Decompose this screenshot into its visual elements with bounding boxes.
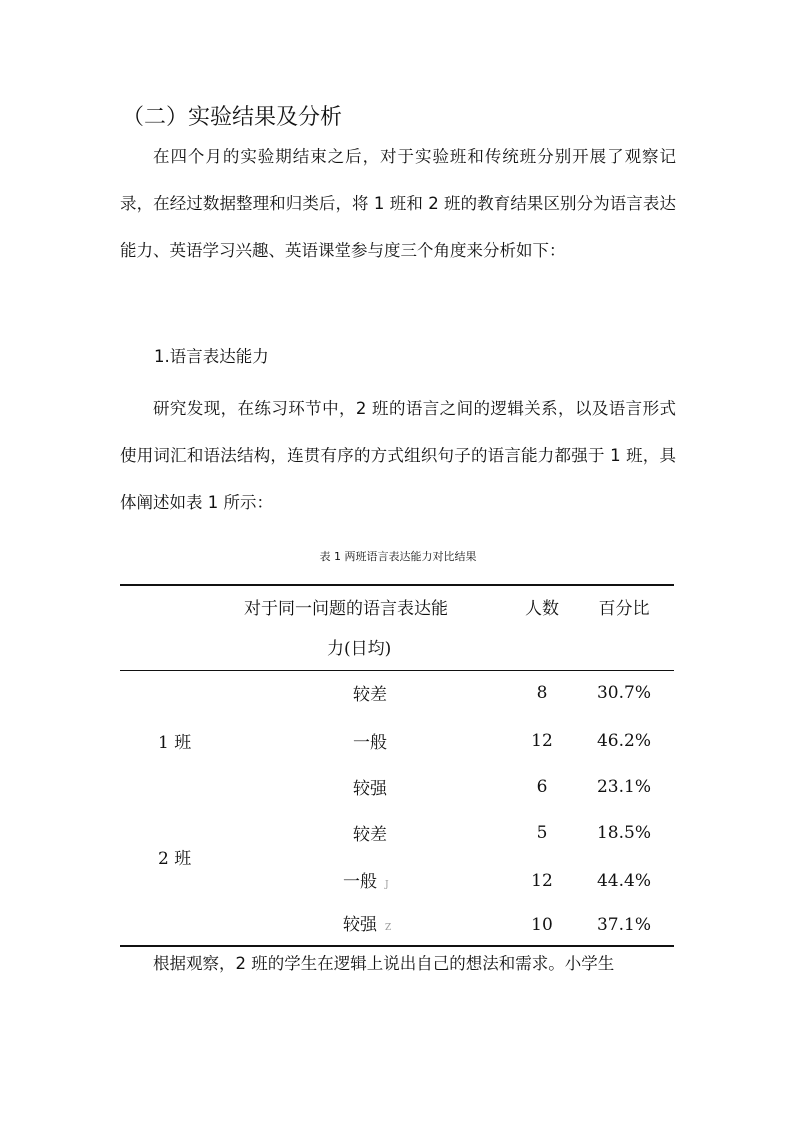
table-row-level: 一般: [353, 733, 387, 753]
table-row-percent: 23.1%: [596, 777, 651, 797]
subsection-heading: 1.语言表达能力: [154, 347, 269, 366]
table-header-ability-line1: 对于同一问题的语言表达能: [244, 599, 448, 619]
table-header-rule: [120, 670, 674, 671]
table-row-percent: 44.4%: [596, 871, 651, 891]
scan-artifact-mark: Z: [385, 923, 392, 933]
table-row-level: [343, 870, 389, 897]
table-top-rule: [120, 584, 674, 586]
table-row-level-text: 一般: [343, 872, 377, 892]
table-row-count: 10: [531, 915, 553, 935]
table-row-level: 较强: [353, 779, 387, 799]
paragraph-findings: 研究发现，在练习环节中，2 班的语言之间的逻辑关系，以及语言形式使用词汇和语法结构，连贯有序的方式组织句子的语言能力都强于 1 班，具体阐述如表 1 所示：: [120, 399, 676, 512]
table-row-count: 12: [531, 731, 553, 751]
table-row-level: 较差: [353, 685, 387, 705]
table-header-ability-line2: 力(日均): [327, 639, 392, 659]
table-row-percent: 30.7%: [596, 683, 651, 703]
section-heading: （二）实验结果及分析: [122, 105, 343, 130]
group-label-class1: 1 班: [158, 733, 192, 753]
table-row-count: 8: [536, 683, 548, 703]
table-row-percent: 46.2%: [596, 731, 651, 751]
paragraph-observation: 根据观察，2 班的学生在逻辑上说出自己的想法和需求。小学生: [153, 954, 615, 973]
table-row-level: [343, 913, 391, 940]
table-row-level: 较差: [353, 825, 387, 845]
table-row-level-text: 较强: [343, 915, 377, 935]
group-label-class2: 2 班: [158, 849, 192, 869]
paragraph-intro: 在四个月的实验期结束之后，对于实验班和传统班分别开展了观察记录，在经过数据整理和归类后，将 1 班和 2 班的教育结果区别分为语言表达能力、英语学习兴趣、英语课堂参与度三个角度来分析如下：: [120, 147, 676, 260]
table-row-percent: 18.5%: [596, 823, 651, 843]
table-caption: 表 1 两班语言表达能力对比结果: [319, 550, 477, 563]
table-row-count: 6: [536, 777, 548, 797]
table-header-percent: 百分比: [598, 599, 650, 619]
table-row-count: 5: [536, 823, 548, 843]
table-row-count: 12: [531, 871, 553, 891]
scan-artifact-mark: J: [385, 880, 389, 890]
table-header-count: 人数: [525, 599, 559, 619]
table-row-percent: 37.1%: [596, 915, 651, 935]
